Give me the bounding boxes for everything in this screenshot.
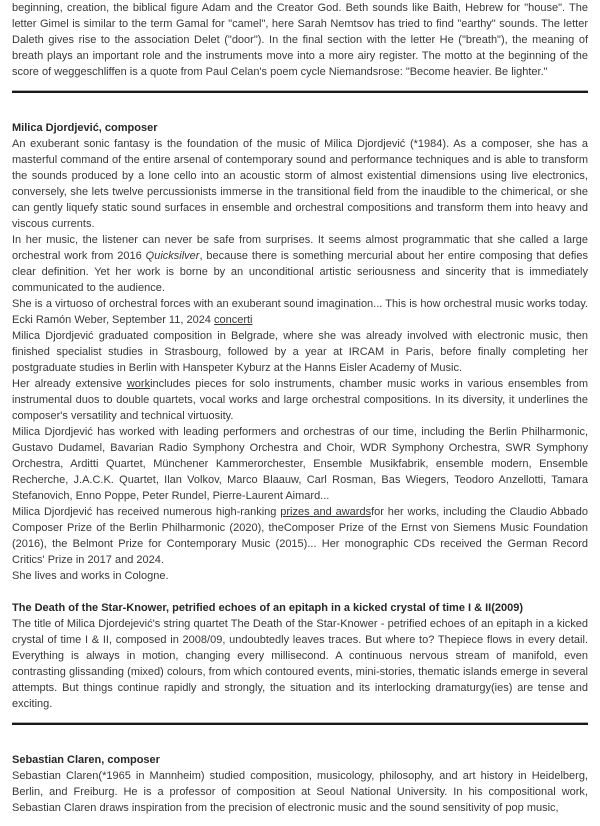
section-divider — [12, 90, 588, 93]
paragraph — [12, 768, 588, 816]
paragraph — [12, 328, 588, 376]
work-title-heading: The Death of the Star-Knower, petrified echoes of an epitaph in a kicked crystal of time I & II(2009) — [12, 602, 524, 614]
section-heading-claren: Sebastian Claren, composer — [12, 754, 160, 766]
paragraph — [12, 136, 588, 232]
inline-text-link[interactable]: concerti — [213, 314, 253, 326]
paragraph — [12, 616, 588, 712]
text-run: includes pieces for solo instruments, chamber music works in various ensembles from instrumental duos to double quartets, vocal works and large orchestral compositions. In its diversity, it underlines the composer's versatility and technical virtuosity. — [12, 378, 588, 422]
text-run: Milica Djordjević has received numerous high-ranking — [12, 506, 281, 518]
text-run: Milica Djordjević graduated composition in Belgrade, where she was already involved with electronic music, then finished specialist studies in Strasbourg, followed by a year at IRCAM in Paris, before finally completing her postgraduate studies in Berlin with Hanspeter Kyburz at the Hanns Eisler Academy of Music. — [12, 330, 588, 374]
section-star-knower-work — [12, 600, 588, 712]
text-run: beginning, creation, the biblical figure Adam and the Creator God. Beth sounds like Baith, Hebrew for "house". The letter Gimel is similar to the term Gamal for "camel", here Sarah Nemtsov has tried to find "earthy" sounds. The letter Daleth gives rise to the association Delet ("door"). In the final section with the letter He ("breath"), the meaning of breath plays an important role and the instruments move into a more airy register. The motto at the beginning of the score of weggeschliffen is a quote from Paul Celan's poem cycle Niemandsrose: "Become heavier. Be lighter." — [12, 2, 588, 78]
section-divider — [12, 722, 588, 725]
section-milica-djordjevic — [12, 120, 588, 584]
paragraph — [12, 376, 588, 424]
inline-text-link[interactable]: prizes and awards — [280, 506, 372, 518]
paragraph — [12, 232, 588, 296]
inline-text-link[interactable]: work — [126, 378, 151, 390]
text-run: , because there is something mercurial about her entire composing that defies clear definition. Yet her work is borne by an unconditional artistic seriousness and sincerity that is immediately communicated to the audience. — [12, 250, 588, 294]
intro-continuation-paragraph — [12, 0, 588, 80]
text-run: She is a virtuoso of orchestral forces with an exuberant sound imagination... This is how orchestral music works today. Ecki Ramón Weber, September 11, 2024 — [12, 298, 588, 326]
text-run: An exuberant sonic fantasy is the foundation of the music of Milica Djordjević (*1984). As a composer, she has a masterful command of the entire arsenal of contemporary sound and performance techniques and is able to transform the sounds produced by a lone cello into an acoustic storm of almost existential dimensions using live electronics, conversely, she lets twelve percussionists immerse in the transitional field from the inaudible to the chimerical, or she can gently liquefy static sound surfaces in ensemble and orchestral compositions and transform them into heavy and viscous currents. — [12, 138, 588, 230]
paragraph — [12, 568, 588, 584]
text-run: The title of Milica Djordejević's string quartet The Death of the Star-Knower - petrified echoes of an epitaph in a kicked crystal of time I & II, composed in 2008/09, undoubtedly leaves traces. But where to? Thepiece flows in every detail. Everything is always in motion, changing every millisecond. A continuous nervous stream of manifold, even contrasting glissanding (mixed) colours, from which contoured events, mini-stories, thematic islands emerge in several attempts. But things continue rapidly and strongly, the situation and its interlocking dramaturgy(ies) are tense and exciting. — [12, 618, 588, 710]
text-run: Her already extensive — [12, 378, 127, 390]
section-sebastian-claren — [12, 752, 588, 816]
text-run: for her works, including the Claudio Abbado Composer Prize of the Berlin Philharmonic (2020), theComposer Prize of the Ernst von Siemens Music Foundation (2016), the Belmont Prize for Contemporary Music (2015)... Her monographic CDs received the German Record Critics' Prize in 2017 and 2024. — [12, 506, 588, 566]
section-heading-milica: Milica Djordjević, composer — [12, 122, 158, 134]
text-run: In her music, the listener can never be safe from surprises. It seems almost programmatic that she called a large orchestral work from 2016 — [12, 234, 588, 262]
text-run: Milica Djordjević has worked with leading performers and orchestras of our time, including the Berlin Philharmonic, Gustavo Dudamel, Bavarian Radio Symphony Orchestra and Choir, WDR Symphony Orchestra, SWR Symphony Orchestra, Arditti Quartet, Münchener Kammerorchester, Ensemble Musikfabrik, ensemble modern, Ensemble Recherche, J.A.C.K. Quartet, Ilan Volkov, Marco Blaauw, Carl Rosman, Bas Wiegers, Teodoro Anzellotti, Tamara Stefanovich, Enno Poppe, Peter Rundel, Pierre-Laurent Aimard... — [12, 426, 588, 502]
text-run: Sebastian Claren(*1965 in Mannheim) studied composition, musicology, philosophy, and art history in Heidelberg, Berlin, and Freiburg. He is a professor of composition at Seoul National University. In his compositional work, Sebastian Claren draws inspiration from the precision of electronic music and the sound sensitivity of pop music, — [12, 770, 588, 814]
text-run: She lives and works in Cologne. — [12, 570, 169, 582]
paragraph-quote-attribution — [12, 296, 588, 328]
paragraph — [12, 504, 588, 568]
italic-work-title: Quicksilver — [145, 250, 200, 262]
paragraph — [12, 424, 588, 504]
